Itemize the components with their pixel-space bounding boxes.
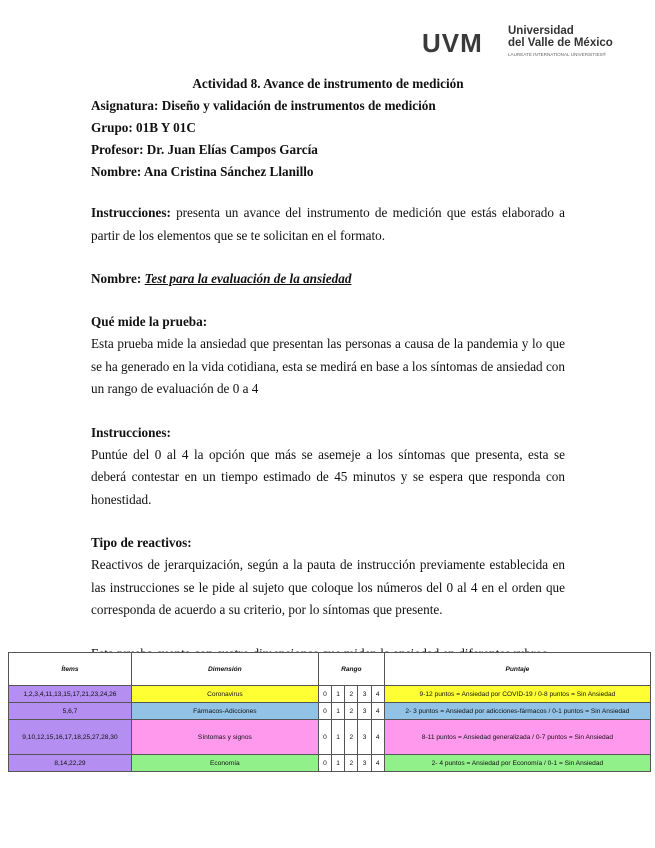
- logo-line-1: Universidad: [508, 25, 574, 37]
- row-puntaje: 2- 4 puntos = Ansiedad por Economía / 0-1 = Sin Ansiedad: [384, 755, 650, 772]
- range-4: 4: [371, 703, 384, 720]
- logo-line-2: del Valle de México: [508, 37, 613, 49]
- profesor-line: Profesor: Dr. Juan Elías Campos García: [91, 142, 318, 157]
- row-items: 9,10,12,15,16,17,18,25,27,28,30: [9, 720, 132, 755]
- que-mide-text: Esta prueba mide la ansiedad que presentan las personas a causa de la pandemia y lo que se ha generado en la vida cotidiana, esta se medirá en base a los síntomas de ansiedad con un rango de evaluación de 0 a 4: [91, 336, 565, 396]
- instrucciones-intro: [91, 202, 565, 247]
- range-3: 3: [358, 755, 371, 772]
- nombre-line: Nombre: Ana Cristina Sánchez Llanillo: [91, 164, 314, 179]
- document-title: Actividad 8. Avance de instrumento de medición: [192, 76, 464, 91]
- grupo-line: Grupo: 01B Y 01C: [91, 120, 196, 135]
- range-2: 2: [345, 720, 358, 755]
- table-row: [9, 686, 651, 703]
- row-dimension: Economía: [131, 755, 318, 772]
- range-0: 0: [318, 686, 331, 703]
- tipo-reactivos-heading: Tipo de reactivos:: [91, 535, 192, 550]
- range-0: 0: [318, 720, 331, 755]
- table-header-row: [9, 653, 651, 686]
- range-4: 4: [371, 686, 384, 703]
- header-puntaje: Puntaje: [384, 653, 650, 686]
- range-4: 4: [371, 755, 384, 772]
- header-items: Ítems: [9, 653, 132, 686]
- range-3: 3: [358, 686, 371, 703]
- header-dimension: Dimensión: [131, 653, 318, 686]
- instrucciones-heading: Instrucciones:: [91, 424, 171, 440]
- row-puntaje: 2- 3 puntos = Ansiedad por adicciones-fármacos / 0-1 puntos = Sin Ansiedad: [384, 703, 650, 720]
- test-name-label: Nombre:: [91, 271, 145, 286]
- logo-mark: UVM: [422, 28, 483, 58]
- row-puntaje: 9-12 puntos = Ansiedad por COVID-19 / 0-8 puntos = Sin Ansiedad: [384, 686, 650, 703]
- range-1: 1: [332, 703, 345, 720]
- dimensions-table: [8, 652, 651, 772]
- row-items: 5,6,7: [9, 703, 132, 720]
- table-row: [9, 703, 651, 720]
- range-4: 4: [371, 720, 384, 755]
- range-2: 2: [345, 755, 358, 772]
- logo-line-3: LAUREATE INTERNATIONAL UNIVERSITIES®: [508, 52, 606, 57]
- row-dimension: Fármacos-Adicciones: [131, 703, 318, 720]
- test-name-value: Test para la evaluación de la ansiedad: [144, 271, 352, 286]
- range-0: 0: [318, 755, 331, 772]
- row-items: 8,14,22,29: [9, 755, 132, 772]
- range-1: 1: [332, 686, 345, 703]
- header-range: Rango: [318, 653, 384, 686]
- uvm-logo: [422, 22, 613, 64]
- table-row: [9, 720, 651, 755]
- range-0: 0: [318, 703, 331, 720]
- asignatura-line: Asignatura: Diseño y validación de instrumentos de medición: [91, 98, 436, 113]
- instrucciones-intro-text: presenta un avance del instrumento de medición que estás elaborado a partir de los elementos que se te solicitan en el formato.: [91, 205, 565, 243]
- range-2: 2: [345, 703, 358, 720]
- row-dimension: Coronavirus: [131, 686, 318, 703]
- row-dimension: Síntomas y signos: [131, 720, 318, 755]
- instrucciones-intro-label: Instrucciones:: [91, 205, 171, 220]
- range-3: 3: [358, 720, 371, 755]
- range-1: 1: [332, 755, 345, 772]
- instrucciones-text: Puntúe del 0 al 4 la opción que más se asemeje a los síntomas que presenta, esta se deberá contestar en un tiempo estimado de 45 minutos y se espera que responda con honestidad.: [91, 446, 565, 507]
- range-2: 2: [345, 686, 358, 703]
- que-mide-heading: Qué mide la prueba:: [91, 314, 208, 329]
- row-items: 1,2,3,4,11,13,15,17,21,23,24,26: [9, 686, 132, 703]
- tipo-reactivos-text: Reactivos de jerarquización, según a la pauta de instrucción previamente establecida en las instrucciones se le pide al sujeto que coloque los números del 0 al 4 en el orden que corresponda de acuerdo a su criterio, por lo síntomas que presente.: [91, 557, 565, 617]
- range-1: 1: [332, 720, 345, 755]
- document-body: [91, 74, 565, 665]
- table-row: [9, 755, 651, 772]
- test-name-line: [91, 268, 565, 290]
- row-puntaje: 8-11 puntos = Ansiedad generalizada / 0-7 puntos = Sin Ansiedad: [384, 720, 650, 755]
- range-3: 3: [358, 703, 371, 720]
